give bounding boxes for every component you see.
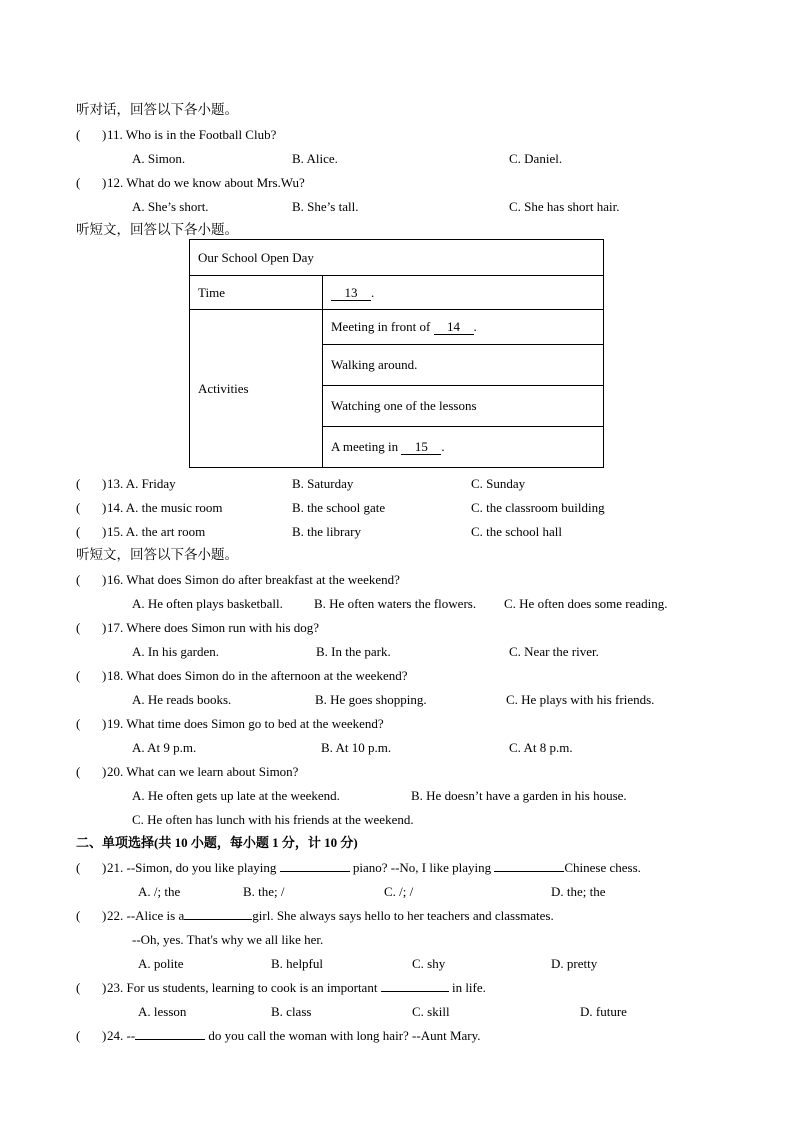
blank bbox=[381, 991, 449, 992]
answer-paren-close: ) bbox=[102, 764, 107, 779]
option-a: 14. A. the music room bbox=[107, 500, 223, 515]
activity-1 bbox=[323, 310, 604, 345]
activity-4 bbox=[323, 427, 604, 468]
stem-part-1: 23. For us students, learning to cook is an important bbox=[107, 980, 381, 995]
activity-2: Walking around. bbox=[323, 345, 604, 386]
option-b: B. He goes shopping. bbox=[315, 692, 427, 707]
stem-part-3: Chinese chess. bbox=[564, 860, 641, 875]
answer-paren-close: ) bbox=[102, 127, 107, 142]
option-b: B. helpful bbox=[271, 956, 323, 971]
answer-paren-close: ) bbox=[102, 524, 107, 539]
blank bbox=[494, 871, 564, 872]
option-d: D. pretty bbox=[551, 956, 598, 971]
blank bbox=[184, 919, 252, 920]
activity-4-text: A meeting in bbox=[331, 439, 402, 454]
option-d: D. future bbox=[580, 1004, 627, 1019]
option-b: B. the; / bbox=[243, 884, 285, 899]
option-c: C. the school hall bbox=[471, 524, 562, 539]
activity-1-tail: . bbox=[473, 319, 477, 334]
option-c: C. She has short hair. bbox=[509, 199, 620, 214]
time-tail: . bbox=[371, 284, 375, 300]
option-a: A. He often gets up late at the weekend. bbox=[132, 788, 340, 803]
option-b: B. He doesn’t have a garden in his house. bbox=[411, 788, 627, 803]
section-heading-passage-1: 听短文，回答以下各小题。 bbox=[76, 222, 238, 237]
option-c: C. /; / bbox=[384, 884, 414, 899]
open-day-table bbox=[189, 239, 604, 468]
time-cell bbox=[323, 276, 604, 310]
stem-part-1: 24. -- bbox=[107, 1028, 136, 1043]
stem-part-1: 21. --Simon, do you like playing bbox=[107, 860, 280, 875]
option-c: C. He often has lunch with his friends at the weekend. bbox=[132, 812, 414, 827]
answer-paren-open: ( bbox=[76, 1028, 81, 1043]
answer-paren-open: ( bbox=[76, 716, 81, 731]
option-b: B. the library bbox=[292, 524, 361, 539]
option-a: A. She’s short. bbox=[132, 199, 209, 214]
option-c: C. the classroom building bbox=[471, 500, 605, 515]
blank-13: 13 bbox=[331, 286, 371, 301]
option-c: C. He often does some reading. bbox=[504, 596, 668, 611]
activity-3: Watching one of the lessons bbox=[323, 386, 604, 427]
answer-paren-close: ) bbox=[102, 620, 107, 635]
answer-paren-open: ( bbox=[76, 668, 81, 683]
stem-part-2: girl. She always says hello to her teachers and classmates. bbox=[252, 908, 554, 923]
answer-paren-open: ( bbox=[76, 764, 81, 779]
question-stem: 19. What time does Simon go to bed at the weekend? bbox=[107, 716, 384, 731]
answer-paren-open: ( bbox=[76, 127, 81, 142]
option-b: B. Saturday bbox=[292, 476, 354, 491]
answer-paren-open: ( bbox=[76, 476, 81, 491]
blank bbox=[135, 1039, 205, 1040]
answer-paren-open: ( bbox=[76, 524, 81, 539]
option-c: C. At 8 p.m. bbox=[509, 740, 573, 755]
stem-part-2: do you call the woman with long hair? --Aunt Mary. bbox=[205, 1028, 481, 1043]
answer-paren-close: ) bbox=[102, 980, 107, 995]
answer-paren-open: ( bbox=[76, 500, 81, 515]
question-stem: 18. What does Simon do in the afternoon at the weekend? bbox=[107, 668, 408, 683]
option-c: C. Near the river. bbox=[509, 644, 599, 659]
blank-15: 15 bbox=[401, 440, 441, 455]
option-a: A. lesson bbox=[138, 1004, 187, 1019]
option-b: B. Alice. bbox=[292, 151, 338, 166]
answer-paren-close: ) bbox=[102, 1028, 107, 1043]
answer-paren-open: ( bbox=[76, 620, 81, 635]
answer-paren-close: ) bbox=[102, 500, 107, 515]
question-stem: 16. What does Simon do after breakfast at the weekend? bbox=[107, 572, 400, 587]
option-b: B. class bbox=[271, 1004, 312, 1019]
answer-paren-close: ) bbox=[102, 572, 107, 587]
option-b: B. She’s tall. bbox=[292, 199, 359, 214]
question-stem bbox=[107, 908, 554, 924]
answer-paren-open: ( bbox=[76, 572, 81, 587]
answer-paren-close: ) bbox=[102, 860, 107, 875]
option-a: A. He reads books. bbox=[132, 692, 232, 707]
option-c: C. skill bbox=[412, 1004, 450, 1019]
answer-paren-open: ( bbox=[76, 908, 81, 923]
blank bbox=[280, 871, 350, 872]
question-stem bbox=[107, 980, 486, 996]
stem-part-2: piano? --No, I like playing bbox=[349, 860, 495, 875]
option-a: 13. A. Friday bbox=[107, 476, 176, 491]
option-c: C. Daniel. bbox=[509, 151, 563, 166]
answer-paren-open: ( bbox=[76, 860, 81, 875]
option-c: C. shy bbox=[412, 956, 446, 971]
stem-part-2: in life. bbox=[448, 980, 486, 995]
question-stem bbox=[107, 860, 641, 876]
activity-4-tail: . bbox=[441, 439, 445, 454]
question-stem bbox=[107, 1028, 481, 1044]
answer-paren-close: ) bbox=[102, 175, 107, 190]
time-label: Time bbox=[190, 276, 323, 310]
answer-paren-close: ) bbox=[102, 476, 107, 491]
answer-paren-open: ( bbox=[76, 175, 81, 190]
question-stem: 12. What do we know about Mrs.Wu? bbox=[107, 175, 305, 190]
question-stem: 17. Where does Simon run with his dog? bbox=[107, 620, 320, 635]
option-b: B. He often waters the flowers. bbox=[314, 596, 477, 611]
option-a: A. /; the bbox=[138, 884, 181, 899]
option-b: B. In the park. bbox=[316, 644, 391, 659]
option-a: A. He often plays basketball. bbox=[132, 596, 283, 611]
answer-paren-open: ( bbox=[76, 980, 81, 995]
option-a: A. polite bbox=[138, 956, 184, 971]
question-stem: 20. What can we learn about Simon? bbox=[107, 764, 299, 779]
table-title: Our School Open Day bbox=[190, 240, 604, 276]
option-d: D. the; the bbox=[551, 884, 606, 899]
option-c: C. He plays with his friends. bbox=[506, 692, 655, 707]
stem-part-1: 22. --Alice is a bbox=[107, 908, 185, 923]
activities-label: Activities bbox=[190, 310, 323, 468]
option-c: C. Sunday bbox=[471, 476, 526, 491]
option-a: A. At 9 p.m. bbox=[132, 740, 197, 755]
activity-1-text: Meeting in front of bbox=[331, 319, 434, 334]
answer-paren-close: ) bbox=[102, 908, 107, 923]
section-heading-passage-2: 听短文，回答以下各小题。 bbox=[76, 547, 238, 562]
section-heading-dialogue: 听对话，回答以下各小题。 bbox=[76, 102, 238, 117]
option-b: B. At 10 p.m. bbox=[321, 740, 392, 755]
blank-14: 14 bbox=[434, 320, 474, 335]
section-heading-multiple-choice: 二、单项选择(共 10 小题，每小题 1 分，计 10 分) bbox=[76, 835, 358, 850]
option-a: 15. A. the art room bbox=[107, 524, 206, 539]
answer-paren-close: ) bbox=[102, 716, 107, 731]
option-a: A. In his garden. bbox=[132, 644, 220, 659]
option-b: B. the school gate bbox=[292, 500, 386, 515]
answer-paren-close: ) bbox=[102, 668, 107, 683]
stem-line-2: --Oh, yes. That's why we all like her. bbox=[132, 932, 324, 947]
question-stem: 11. Who is in the Football Club? bbox=[107, 127, 277, 142]
option-a: A. Simon. bbox=[132, 151, 186, 166]
